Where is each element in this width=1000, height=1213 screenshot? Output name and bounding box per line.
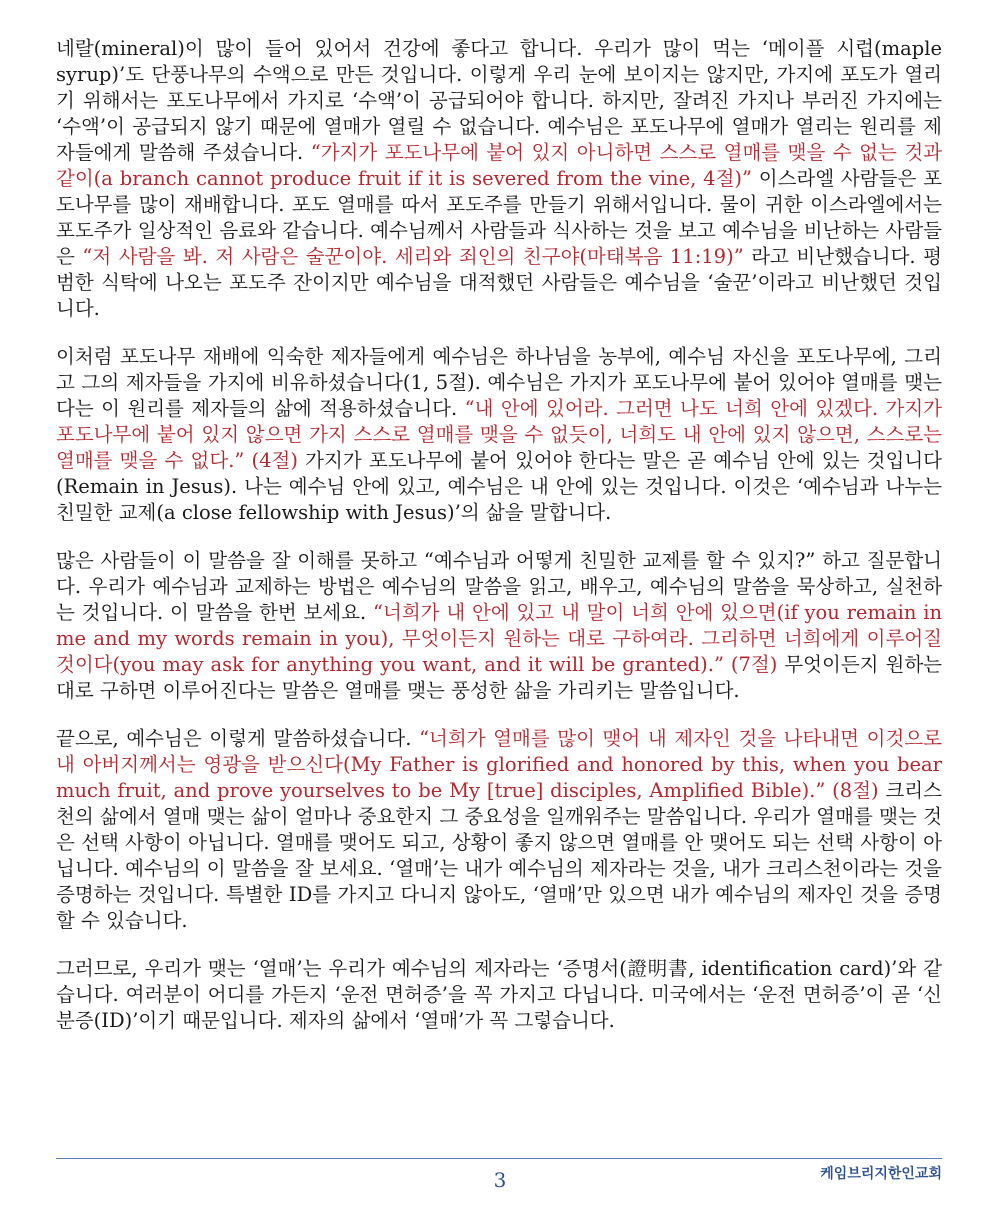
footer-divider xyxy=(56,1158,942,1159)
text-segment: 이스라엘 사람들은 포도나무를 많이 재배합니다. 포도 열매를 따서 포도주를 만들기 위해서입니다. 물이 귀한 이스라엘에서는 포도주가 일상적인 음료와 같습니다. 예수님께서 사람들과 식사하는 것을 보고 예수님을 비난하는 사람들은 xyxy=(56,167,942,268)
paragraph-5 xyxy=(56,956,942,1034)
scripture-quote: “가지가 포도나무에 붙어 있지 아니하면 스스로 열매를 맺을 수 없는 것과 같이(a branch cannot produce fruit if it is severed from the vine, 4절)” xyxy=(56,141,942,190)
text-segment: 라고 비난했습니다. 평범한 식탁에 나오는 포도주 잔이지만 예수님을 대적했던 사람들은 예수님을 ‘술꾼’이라고 비난했던 것입니다. xyxy=(56,245,942,320)
text-segment: 끝으로, 예수님은 이렇게 말씀하셨습니다. xyxy=(56,727,420,750)
text-segment: 네랄(mineral)이 많이 들어 있어서 건강에 좋다고 합니다. 우리가 많이 먹는 ‘메이플 시럽(maple syrup)’도 단풍나무의 수액으로 만든 것입니다. 이렇게 우리 눈에 보이지는 않지만, 가지에 포도가 열리기 위해서는 포도나무에서 가지로 ‘수액’이 공급되어야 합니다. 하지만, 잘려진 가지나 부러진 가지에는 ‘수액’이 공급되지 않기 때문에 열매가 열릴 수 없습니다. 예수님은 포도나무에 열매가 열리는 원리를 제자들에게 말씀해 주셨습니다. xyxy=(56,37,942,164)
text-segment: 이처럼 포도나무 재배에 익숙한 제자들에게 예수님은 하나님을 농부에, 예수님 자신을 포도나무에, 그리고 그의 제자들을 가지에 비유하셨습니다(1, 5절). 예수님은 가지가 포도나무에 붙어 있어야 열매를 맺는다는 이 원리를 제자들의 삶에 적용하셨습니다. xyxy=(56,345,942,420)
scripture-quote: “너희가 열매를 많이 맺어 내 제자인 것을 나타내면 이것으로 내 아버지께서는 영광을 받으신다(My Father is glorified and honored by this, when you bear much fruit, and prove yourselves to be My [true] disciples, Amplified Bible).” (8절) xyxy=(56,727,942,802)
text-segment: 그러므로, 우리가 맺는 ‘열매’는 우리가 예수님의 제자라는 ‘증명서(證明書, identification card)’와 같습니다. 여러분이 어디를 가든지 ‘운전 면허증’을 꼭 가지고 다닙니다. 미국에서는 ‘운전 면허증’이 곧 ‘신분증(ID)’이기 때문입니다. 제자의 삶에서 ‘열매’가 꼭 그렇습니다. xyxy=(56,957,942,1032)
text-segment: 크리스천의 삶에서 열매 맺는 삶이 얼마나 중요한지 그 중요성을 일깨워주는 말씀입니다. 우리가 열매를 맺는 것은 선택 사항이 아닙니다. 열매를 맺어도 되고, 상황이 좋지 않으면 열매를 안 맺어도 되는 선택 사항이 아닙니다. 예수님의 이 말씀을 잘 보세요. ‘열매’는 내가 예수님의 제자라는 것을, 내가 크리스천이라는 것을 증명하는 것입니다. 특별한 ID를 가지고 다니지 않아도, ‘열매’만 있으면 내가 예수님의 제자인 것을 증명할 수 있습니다. xyxy=(56,779,942,932)
scripture-quote: “너희가 내 안에 있고 내 말이 너희 안에 있으면(if you remain in me and my words remain in you), 무엇이든지 원하는 대로 구하여라. 그리하면 너희에게 이루어질 것이다(you may ask for anything you want, and it will be granted).” (7절) xyxy=(56,601,942,676)
paragraph-3 xyxy=(56,548,942,704)
text-segment: 가지가 포도나무에 붙어 있어야 한다는 말은 곧 예수님 안에 있는 것입니다(Remain in Jesus). 나는 예수님 안에 있고, 예수님은 내 안에 있는 것입니다. 이것은 ‘예수님과 나누는 친밀한 교제(a close fellowship with Jesus)’의 삶을 말합니다. xyxy=(56,449,943,524)
paragraph-2 xyxy=(56,344,942,526)
church-name: 케임브리지한인교회 xyxy=(820,1166,942,1182)
scripture-quote: “저 사람을 봐. 저 사람은 술꾼이야. 세리와 죄인의 친구야(마태복음 11:19)” xyxy=(82,245,744,268)
document-body xyxy=(56,36,942,1056)
paragraph-1 xyxy=(56,36,942,322)
paragraph-4 xyxy=(56,726,942,934)
page-number: 3 xyxy=(493,1168,507,1192)
text-segment: 무엇이든지 원하는 대로 구하면 이루어진다는 말씀은 열매를 맺는 풍성한 삶을 가리키는 말씀입니다. xyxy=(56,653,942,702)
scripture-quote: “내 안에 있어라. 그러면 나도 너희 안에 있겠다. 가지가 포도나무에 붙어 있지 않으면 가지 스스로 열매를 맺을 수 없듯이, 너희도 내 안에 있지 않으면, 스스로는 열매를 맺을 수 없다.” (4절) xyxy=(56,397,942,472)
text-segment: 많은 사람들이 이 말씀을 잘 이해를 못하고 “예수님과 어떻게 친밀한 교제를 할 수 있지?” 하고 질문합니다. 우리가 예수님과 교제하는 방법은 예수님의 말씀을 읽고, 배우고, 예수님의 말씀을 묵상하고, 실천하는 것입니다. 이 말씀을 한번 보세요. xyxy=(56,549,942,624)
